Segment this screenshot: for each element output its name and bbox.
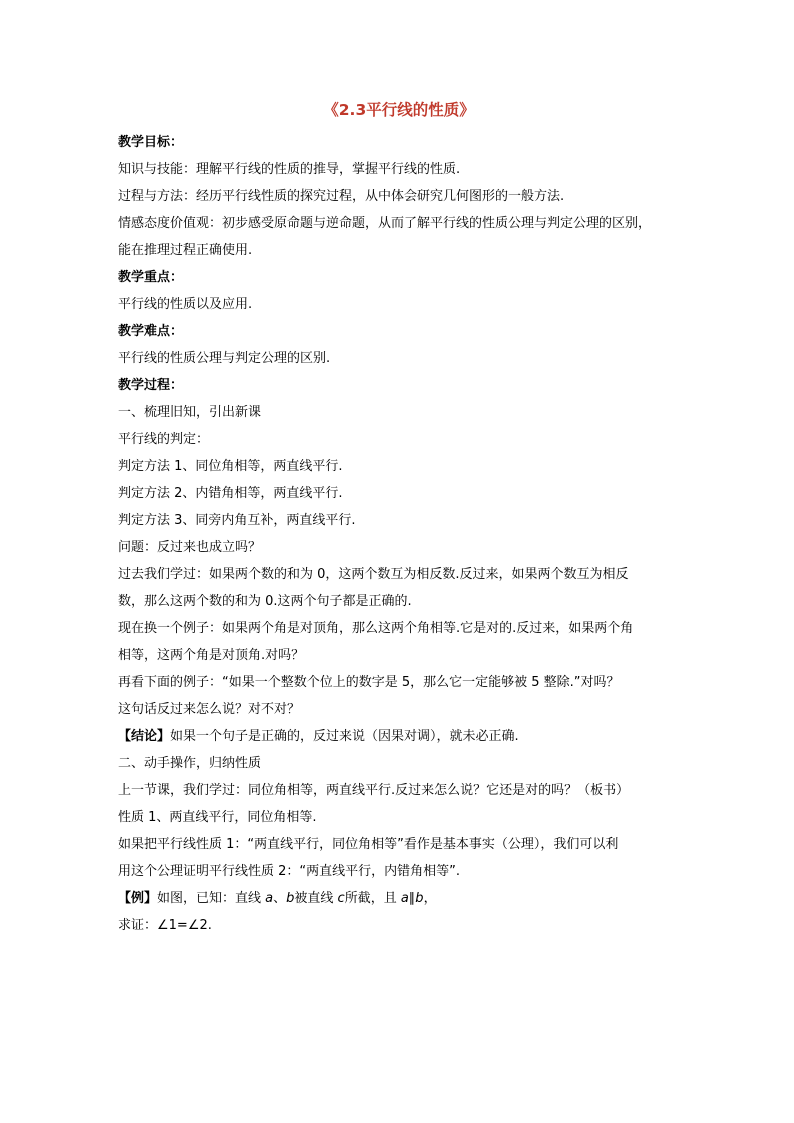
line-b: b: [286, 891, 295, 906]
text-line: 判定方法 3、同旁内角互补，两直线平行.: [118, 513, 356, 528]
text-line: 性质 1、两直线平行，同位角相等.: [118, 810, 317, 825]
text-line: 再看下面的例子：“如果一个整数个位上的数字是 5，那么它一定能够被 5 整除.”对吗？: [118, 675, 620, 690]
example-text: 如图，已知：直线: [157, 891, 266, 906]
text-line: 这句话反过来怎么说？对不对？: [118, 702, 301, 717]
text-line: 情感态度价值观：初步感受原命题与逆命题，从而了解平行线的性质公理与判定公理的区别，: [118, 216, 652, 231]
example-text: 被直线: [294, 891, 338, 906]
text-line: [118, 723, 680, 750]
text-line: 上一节课，我们学过：同位角相等，两直线平行.反过来怎么说？它还是对的吗？（板书）: [118, 783, 630, 798]
section-heading: 教学重点：: [118, 270, 184, 285]
text-line: 平行线的判定：: [118, 432, 210, 447]
text-line: 相等，这两个角是对顶角.对吗？: [118, 648, 305, 663]
proof-line: 求证：∠1=∠2.: [118, 918, 212, 933]
document-title: 《2.3平行线的性质》: [323, 101, 475, 119]
text-line: 知识与技能：理解平行线的性质的推导，掌握平行线的性质.: [118, 162, 461, 177]
text-line: 能在推理过程正确使用.: [118, 243, 253, 258]
conclusion-label: 【结论】: [118, 729, 171, 744]
example-text: 所截，且: [344, 891, 401, 906]
text-line: 数，那么这两个数的和为 0.这两个句子都是正确的.: [118, 594, 412, 609]
document-page: [118, 98, 680, 939]
line-a: a: [265, 891, 274, 906]
text-line: 判定方法 2、内错角相等，两直线平行.: [118, 486, 343, 501]
text-line: 过程与方法：经历平行线性质的探究过程，从中体会研究几何图形的一般方法.: [118, 189, 565, 204]
text-line: 用这个公理证明平行线性质 2：“两直线平行，内错角相等”.: [118, 864, 461, 879]
text-line: 现在换一个例子：如果两个角是对顶角，那么这两个角相等.它是对的.反过来，如果两个角: [118, 621, 634, 636]
text-line: 过去我们学过：如果两个数的和为 0，这两个数互为相反数.反过来，如果两个数互为相反: [118, 567, 629, 582]
text-line: 平行线的性质公理与判定公理的区别.: [118, 351, 331, 366]
section-heading: 教学目标：: [118, 135, 184, 150]
text-line: 判定方法 1、同位角相等，两直线平行.: [118, 459, 343, 474]
text-line: 平行线的性质以及应用.: [118, 297, 253, 312]
line-c: c: [337, 891, 345, 906]
example-line: [118, 885, 680, 912]
parallel-relation: a∥b: [400, 891, 424, 906]
document-body: [118, 129, 680, 885]
text-line: 二、动手操作，归纳性质: [118, 756, 262, 771]
section-heading: 教学过程：: [118, 378, 184, 393]
conclusion-text: 如果一个句子是正确的，反过来说（因果对调），就未必正确.: [170, 729, 519, 744]
example-text: 、: [273, 891, 287, 906]
text-line: 一、梳理旧知，引出新课: [118, 405, 262, 420]
section-heading: 教学难点：: [118, 324, 184, 339]
text-line: 问题：反过来也成立吗？: [118, 540, 262, 555]
text-line: 如果把平行线性质 1：“两直线平行，同位角相等”看作是基本事实（公理），我们可以利: [118, 837, 619, 852]
example-text: ，: [423, 891, 437, 906]
example-label: 【例】: [118, 891, 158, 906]
